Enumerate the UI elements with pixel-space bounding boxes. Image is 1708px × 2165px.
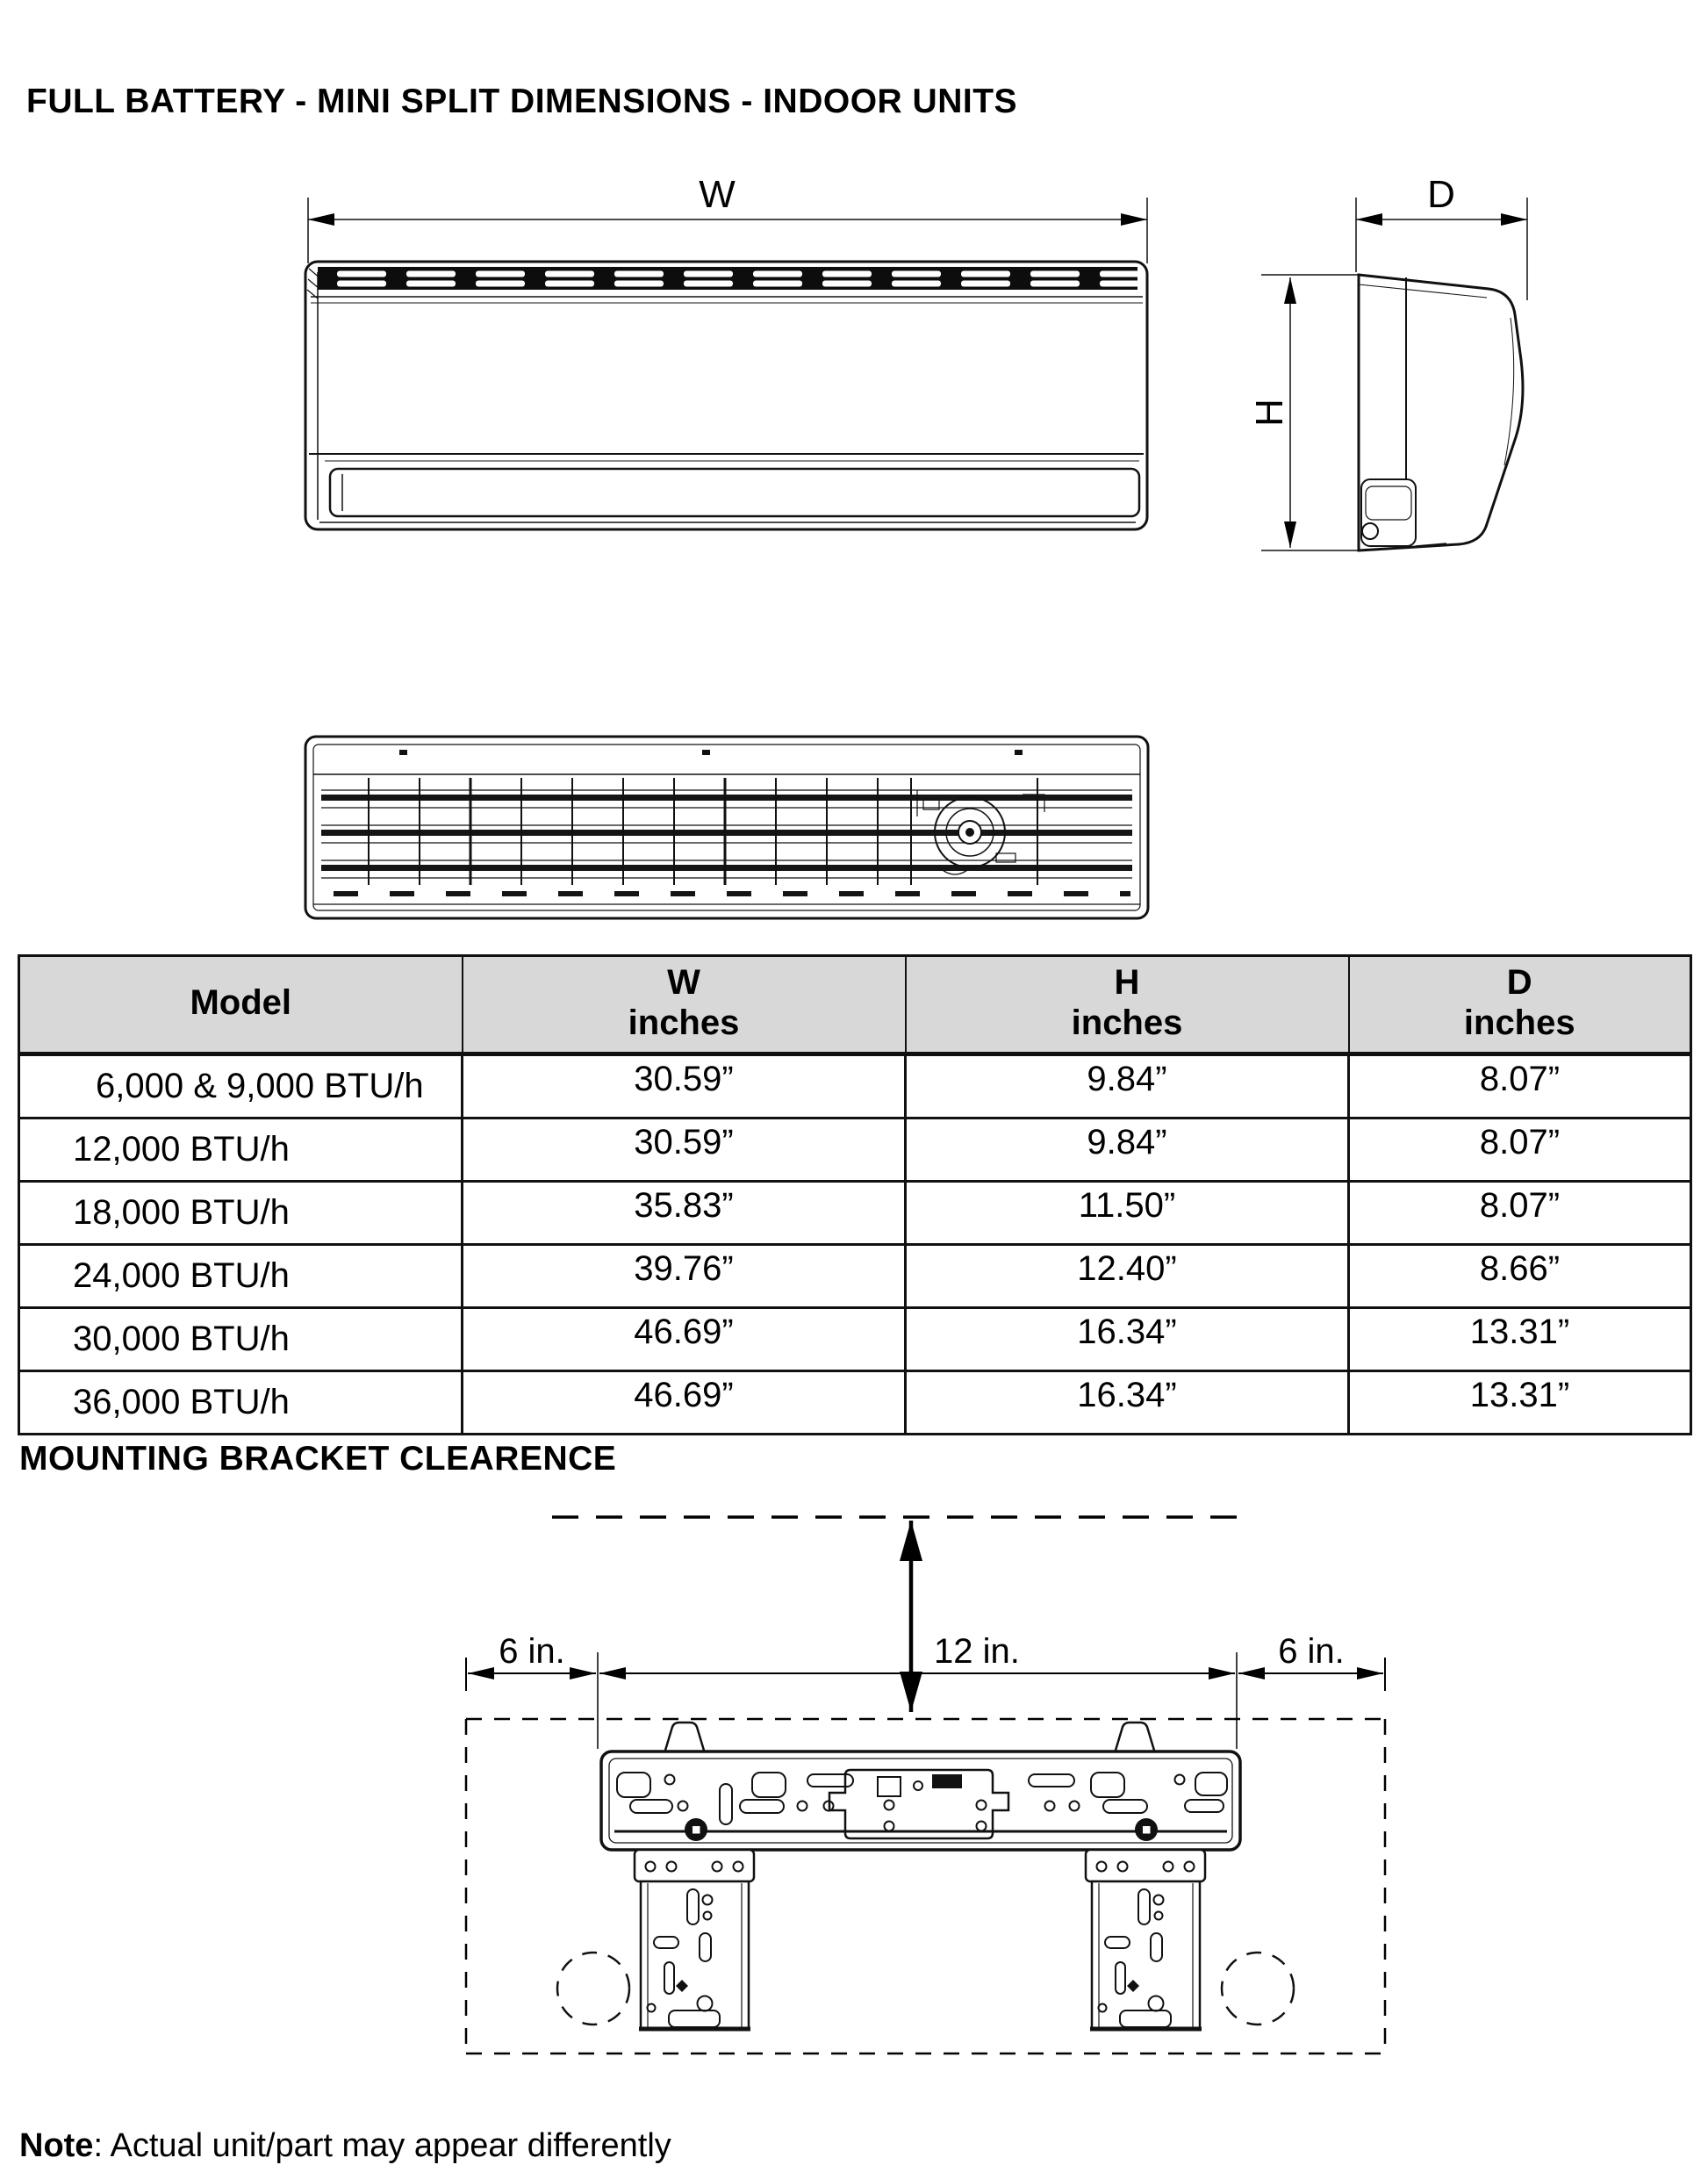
column-header-h: H inches (906, 956, 1349, 1054)
table-header-row (19, 956, 1691, 1054)
right-clearance-label: 6 in. (1278, 1632, 1345, 1671)
footnote (19, 2127, 671, 2165)
table-cell-d: 13.31” (1349, 1308, 1691, 1371)
table-cell-w: 35.83” (463, 1182, 906, 1245)
column-header-model: Model (19, 956, 463, 1054)
table-cell-model: 36,000 BTU/h (19, 1371, 463, 1435)
top-clearance-label: 12 in. (934, 1632, 1020, 1671)
table-cell-d: 8.07” (1349, 1182, 1691, 1245)
dimensions-table (18, 954, 1692, 1435)
depth-dimension-label: D (1427, 173, 1455, 216)
table-cell-w: 30.59” (463, 1118, 906, 1182)
mounting-bracket-clearance-diagram (0, 1484, 1708, 2098)
bottom-view-drawing (305, 737, 1148, 918)
table-row (19, 1308, 1691, 1371)
width-dimension-label: W (699, 173, 736, 216)
table-row (19, 1245, 1691, 1308)
table-cell-d: 8.07” (1349, 1054, 1691, 1118)
table-cell-w: 30.59” (463, 1054, 906, 1118)
height-dimension-label: H (1248, 399, 1291, 427)
table-cell-w: 46.69” (463, 1371, 906, 1435)
table-cell-model: 6,000 & 9,000 BTU/h (19, 1054, 463, 1118)
mounting-section-heading: MOUNTING BRACKET CLEARENCE (19, 1440, 617, 1478)
table-row (19, 1371, 1691, 1435)
table-cell-w: 39.76” (463, 1245, 906, 1308)
table-cell-model: 24,000 BTU/h (19, 1245, 463, 1308)
page-title: FULL BATTERY - MINI SPLIT DIMENSIONS - INDOOR UNITS (26, 83, 1018, 121)
side-view-drawing (1261, 198, 1527, 550)
table-cell-model: 30,000 BTU/h (19, 1308, 463, 1371)
table-cell-h: 16.34” (906, 1371, 1349, 1435)
side-clearance-dimension-line (466, 1652, 1385, 1749)
footnote-label: Note (19, 2127, 94, 2164)
unit-dimension-drawings (0, 97, 1708, 953)
right-hole-marker (1222, 1953, 1294, 2025)
table-row (19, 1054, 1691, 1118)
column-header-d: D inches (1349, 956, 1691, 1054)
table-cell-d: 8.07” (1349, 1118, 1691, 1182)
left-hole-marker (557, 1953, 629, 2025)
table-cell-d: 8.66” (1349, 1245, 1691, 1308)
front-view-drawing (305, 198, 1147, 529)
table-cell-model: 12,000 BTU/h (19, 1118, 463, 1182)
table-cell-h: 11.50” (906, 1182, 1349, 1245)
left-clearance-label: 6 in. (499, 1632, 565, 1671)
table-cell-d: 13.31” (1349, 1371, 1691, 1435)
column-header-w: W inches (463, 956, 906, 1054)
table-cell-h: 9.84” (906, 1118, 1349, 1182)
bracket-rail (635, 1850, 754, 2029)
table-cell-model: 18,000 BTU/h (19, 1182, 463, 1245)
table-cell-w: 46.69” (463, 1308, 906, 1371)
table-row (19, 1182, 1691, 1245)
mounting-bracket-plate (601, 1723, 1240, 1850)
table-row (19, 1118, 1691, 1182)
table-cell-h: 9.84” (906, 1054, 1349, 1118)
table-cell-h: 12.40” (906, 1245, 1349, 1308)
table-cell-h: 16.34” (906, 1308, 1349, 1371)
footnote-text: : Actual unit/part may appear differently (93, 2127, 671, 2164)
